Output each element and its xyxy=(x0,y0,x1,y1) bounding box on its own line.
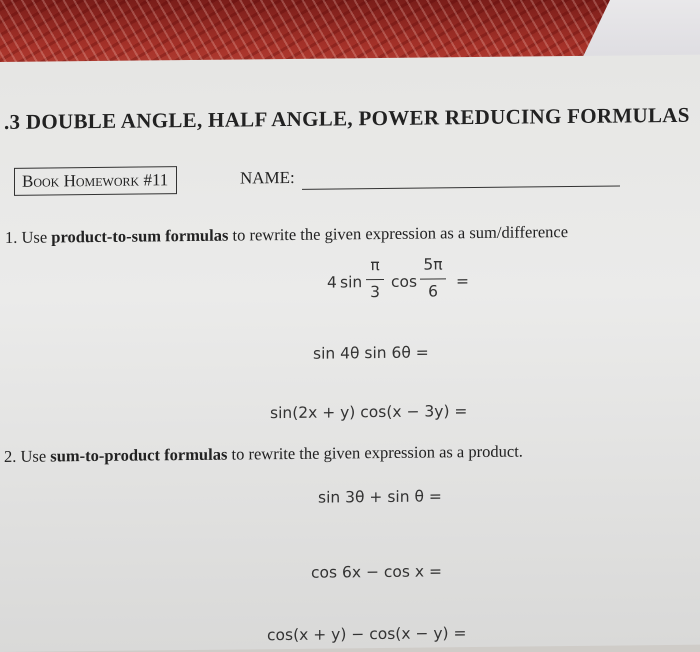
expression-sin3theta-plus-sintheta: sin 3θ + sin θ = xyxy=(318,487,442,506)
question-bold-text: product-to-sum formulas xyxy=(51,226,228,247)
expression-sin2xy-cosx3y: sin(2x + y) cos(x − 3y) = xyxy=(270,402,467,422)
fraction-bar xyxy=(366,279,384,280)
expression-sin4theta-sin6theta: sin 4θ sin 6θ = xyxy=(313,344,429,363)
question-text: to rewrite the given expression as a product. xyxy=(227,442,523,464)
expr-coefficient: 4 xyxy=(327,273,337,291)
fraction-denominator: 3 xyxy=(364,283,386,301)
question-2-prompt xyxy=(4,442,523,467)
question-number: 2. xyxy=(4,447,16,466)
question-text: Use xyxy=(21,446,51,465)
expr-equals: = xyxy=(456,272,469,290)
expr-function-cos: cos xyxy=(391,273,417,291)
name-blank-line xyxy=(302,186,620,190)
expression-cos6x-minus-cosx: cos 6x − cos x = xyxy=(311,562,442,581)
section-title: .3 DOUBLE ANGLE, HALF ANGLE, POWER REDUCING FORMULAS xyxy=(4,103,690,135)
question-1-prompt xyxy=(5,222,568,248)
name-label: NAME: xyxy=(240,168,295,189)
expr-function-sin: sin xyxy=(340,273,362,291)
expression-cosxy-minus-cosxy: cos(x + y) − cos(x − y) = xyxy=(267,624,466,644)
fraction-numerator: π xyxy=(364,256,386,274)
question-bold-text: sum-to-product formulas xyxy=(50,445,227,466)
fraction-bar xyxy=(420,278,446,279)
question-text: to rewrite the given expression as a sum/difference xyxy=(228,222,568,245)
fraction-denominator: 6 xyxy=(418,282,448,300)
question-text: Use xyxy=(22,227,52,246)
homework-label-box: Book Homework #11 xyxy=(14,166,177,196)
fraction-numerator: 5π xyxy=(418,255,448,273)
worksheet-page xyxy=(0,55,700,652)
question-number: 1. xyxy=(5,228,17,247)
